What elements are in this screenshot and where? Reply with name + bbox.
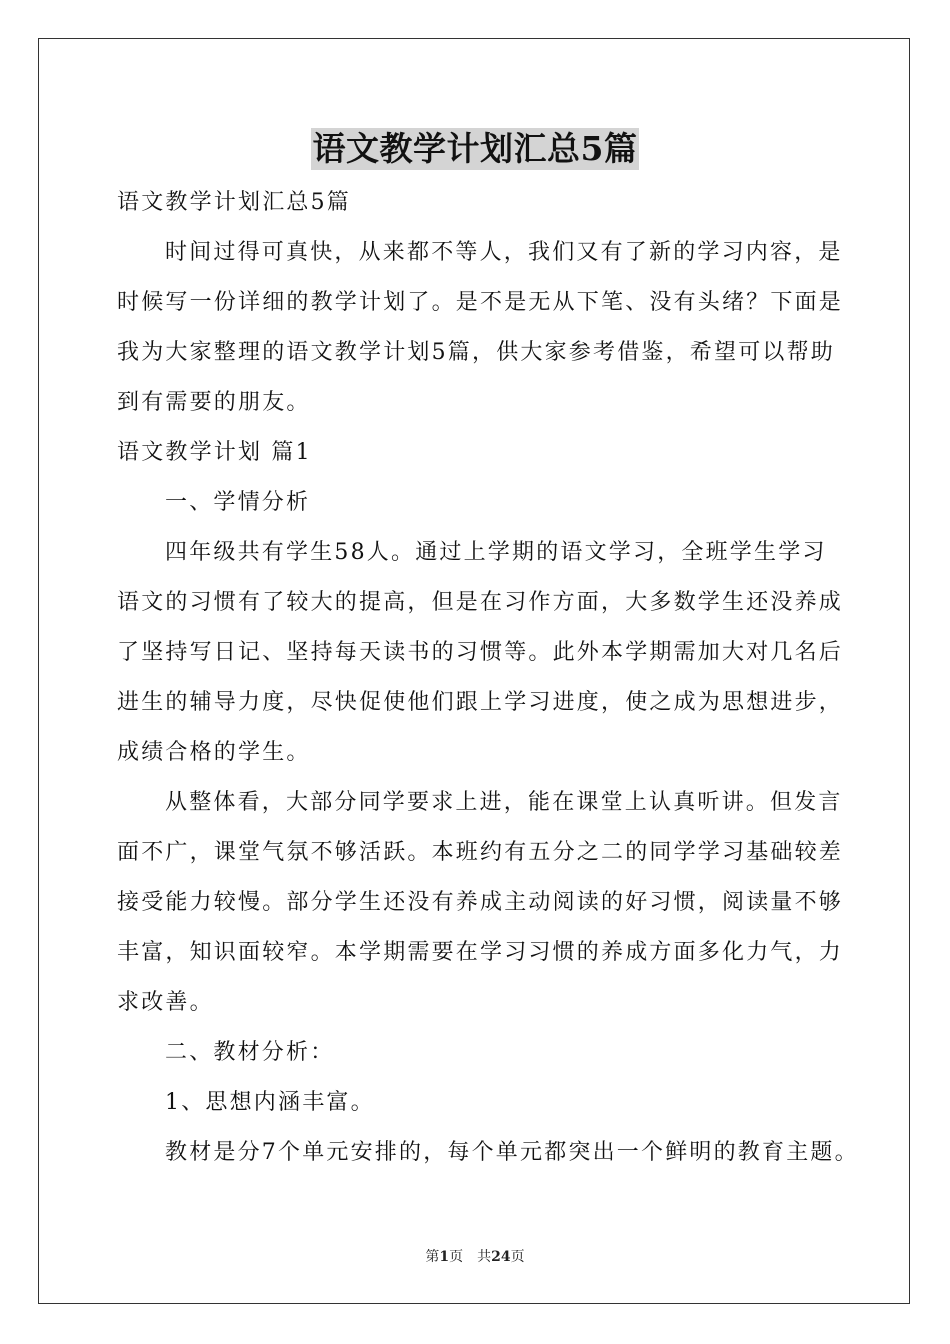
document-title: 语文教学计划汇总5篇 <box>312 129 638 168</box>
subsection-heading: 一、学情分析 <box>165 490 311 515</box>
body-line: 求改善。 <box>117 990 214 1015</box>
body-line: 成绩合格的学生。 <box>117 740 311 765</box>
body-line: 到有需要的朋友。 <box>117 390 311 415</box>
body-line: 时候写一份详细的教学计划了。是不是无从下笔、没有头绪？下面是 <box>117 290 844 315</box>
body-line: 四年级共有学生58人。通过上学期的语文学习，全班学生学习 <box>165 540 827 565</box>
body-line: 教材是分7个单元安排的，每个单元都突出一个鲜明的教育主题。 <box>165 1140 859 1165</box>
body-line: 时间过得可真快，从来都不等人，我们又有了新的学习内容，是 <box>165 240 843 265</box>
body-line: 从整体看，大部分同学要求上进，能在课堂上认真听讲。但发言 <box>165 790 843 815</box>
page-prefix: 第 <box>425 1249 440 1265</box>
body-line: 我为大家整理的语文教学计划5篇，供大家参考借鉴，希望可以帮助 <box>117 340 835 365</box>
page-total: 24 <box>491 1249 511 1265</box>
subsection-heading: 二、教材分析： <box>165 1040 335 1065</box>
section-heading: 语文教学计划 篇1 <box>117 440 312 465</box>
page-current: 1 <box>439 1249 450 1265</box>
body-line: 面不广，课堂气氛不够活跃。本班约有五分之二的同学学习基础较差 <box>117 840 844 865</box>
body-line: 了坚持写日记、坚持每天读书的习惯等。此外本学期需加大对几名后 <box>117 640 844 665</box>
title-container <box>0 128 950 170</box>
page-suffix: 页 <box>449 1249 464 1265</box>
list-item: 1、思想内涵丰富。 <box>165 1090 375 1115</box>
body-line: 进生的辅导力度，尽快促使他们跟上学习进度，使之成为思想进步， <box>117 690 844 715</box>
total-suffix: 页 <box>510 1249 525 1265</box>
body-line: 接受能力较慢。部分学生还没有养成主动阅读的好习惯，阅读量不够 <box>117 890 844 915</box>
page-footer <box>0 1246 950 1266</box>
body-line: 语文的习惯有了较大的提高，但是在习作方面，大多数学生还没养成 <box>117 590 844 615</box>
total-prefix: 共 <box>477 1249 492 1265</box>
body-line: 语文教学计划汇总5篇 <box>117 190 351 215</box>
body-line: 丰富，知识面较窄。本学期需要在学习习惯的养成方面多化力气，力 <box>117 940 844 965</box>
document-body <box>117 178 859 1178</box>
